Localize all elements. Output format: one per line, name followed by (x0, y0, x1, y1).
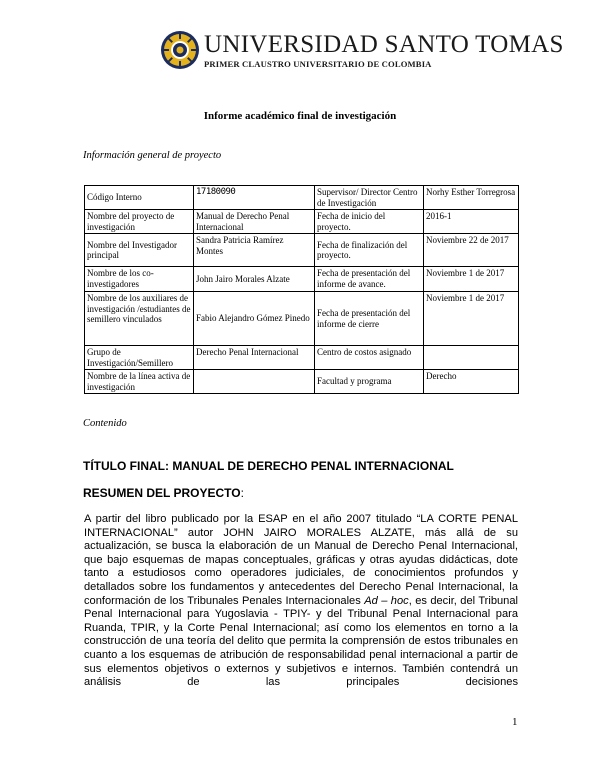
table-cell: Sandra Patricia Ramírez Montes (194, 234, 315, 267)
project-info-table (84, 185, 519, 394)
university-name: UNIVERSIDAD SANTO TOMAS (204, 31, 564, 58)
report-title: Informe académico final de investigación (203, 110, 397, 122)
table-cell: Fecha de inicio del proyecto. (315, 210, 424, 234)
table-cell: Centro de costos asignado (315, 346, 424, 370)
general-info-label: Información general de proyecto (83, 150, 222, 161)
university-subtitle: PRIMER CLAUSTRO UNIVERSITARIO DE COLOMBIA (204, 59, 432, 69)
table-cell: 17180090 (194, 186, 315, 210)
table-row (85, 186, 519, 210)
table-cell: Código Interno (85, 186, 194, 210)
university-logo (160, 30, 564, 78)
resumen-text-part1: A partir del libro publicado por la ESAP en el año 2007 titulado “LA CORTE PENAL INTERNACIONAL” autor JOHN JAIRO MORALES ALZATE, más allá de su actualización, se busca la elaboración de un Manual de Derecho Penal Internacional, que bajo esquemas de mapas conceptuales, gráficas y otras ayudas didácticas, dote tanto a estudiosos como operadores judiciales, de conocimientos profundos y detallados sobre los fundamentos y antecedentes del Derecho Penal Internacional, la conformación de los Tribunales Penales Internacionales (84, 513, 518, 607)
table-cell (194, 370, 315, 394)
table-cell: Nombre del proyecto de investigación (85, 210, 194, 234)
resumen-paragraph (84, 513, 518, 690)
university-seal-icon (160, 30, 200, 70)
table-row (85, 370, 519, 394)
table-cell: Noviembre 1 de 2017 (424, 267, 519, 292)
table-cell: Nombre de los co-investigadores (85, 267, 194, 292)
table-row (85, 267, 519, 292)
table-cell: Nombre del Investigador principal (85, 234, 194, 267)
resumen-heading-colon: : (240, 486, 244, 500)
resumen-text-part2: , es decir, del Tribunal Penal Internacional para Yugoslavia - TPIY- y del Tribunal Penal Internacional para Ruanda, TPIR, y la Corte Penal Internacional; así como los elementos en torno a la construcción de una teoría del delito que permita la comprensión de estos tribunales en cuanto a los esquemas de atribución de responsabilidad penal internacional a partir de sus elementos objetivos o externos y subjetivos e internos. También contendrá un análisis de las principales decisiones (84, 594, 518, 689)
page-number: 1 (512, 716, 518, 728)
table-cell: 2016-1 (424, 210, 519, 234)
table-cell: Grupo de Investigación/Semillero (85, 346, 194, 370)
resumen-text-italic: Ad – hoc (364, 594, 409, 607)
table-cell (424, 346, 519, 370)
table-cell: John Jairo Morales Alzate (194, 267, 315, 292)
table-cell: Nombre de los auxiliares de investigación /estudiantes de semillero vinculados (85, 292, 194, 346)
table-cell: Fecha de presentación del informe de avance. (315, 267, 424, 292)
table-row (85, 234, 519, 267)
table-cell: Supervisor/ Director Centro de Investigación (315, 186, 424, 210)
table-cell: Manual de Derecho Penal Internacional (194, 210, 315, 234)
table-row (85, 346, 519, 370)
contenido-label: Contenido (83, 418, 127, 429)
table-cell: Nombre de la línea activa de investigación (85, 370, 194, 394)
table-cell: Fabio Alejandro Gómez Pinedo (194, 292, 315, 346)
resumen-heading-text: RESUMEN DEL PROYECTO (83, 486, 241, 500)
table-cell: Derecho (424, 370, 519, 394)
table-cell: Facultad y programa (315, 370, 424, 394)
final-title: TÍTULO FINAL: MANUAL DE DERECHO PENAL INTERNACIONAL (83, 459, 454, 473)
table-row (85, 292, 519, 346)
table-cell: Noviembre 22 de 2017 (424, 234, 519, 267)
table-cell: Derecho Penal Internacional (194, 346, 315, 370)
table-cell: Fecha de presentación del informe de cierre (315, 292, 424, 346)
table-cell: Noviembre 1 de 2017 (424, 292, 519, 346)
resumen-heading (83, 486, 244, 500)
table-row (85, 210, 519, 234)
table-cell: Fecha de finalización del proyecto. (315, 234, 424, 267)
table-cell: Norhy Esther Torregrosa (424, 186, 519, 210)
